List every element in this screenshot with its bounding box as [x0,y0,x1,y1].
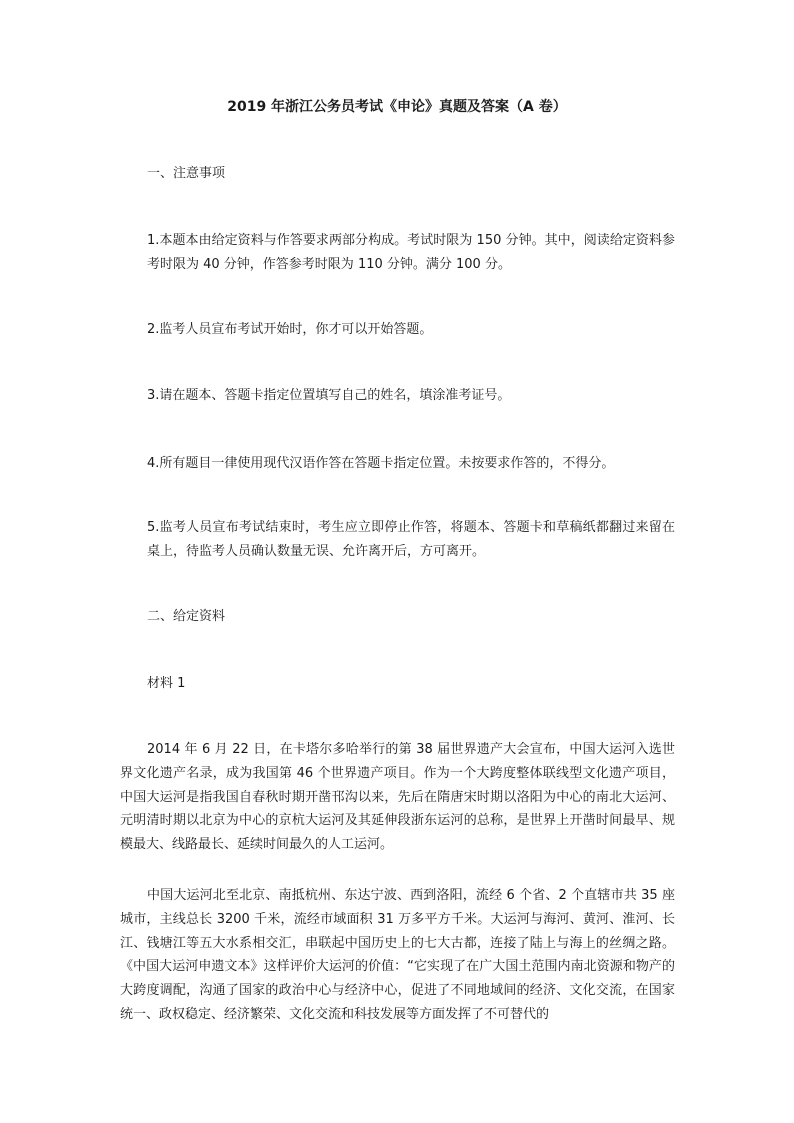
note-paragraph-4: 4.所有题目一律使用现代汉语作答在答题卡指定位置。未按要求作答的，不得分。 [147,456,615,471]
section-heading-materials: 二、给定资料 [147,609,226,624]
note-paragraph-5: 5.监考人员宣布考试结束时，考生应立即停止作答，将题本、答题卡和草稿纸都翻过来留在桌上，待监考人员确认数量无误、允许离开后，方可离开。 [147,520,675,559]
note-paragraph-2: 2.监考人员宣布考试开始时，你才可以开始答题。 [147,322,433,337]
document-title: 2019 年浙江公务员考试《申论》真题及答案（A 卷） [227,99,567,115]
note-paragraph-1: 1.本题本由给定资料与作答要求两部分构成。考试时限为 150 分钟。其中，阅读给定资料参考时限为 40 分钟，作答参考时限为 110 分钟。满分 100 分。 [147,233,675,272]
material-heading: 材料 1 [147,676,186,691]
section-heading-notes: 一、注意事项 [147,166,226,181]
note-paragraph-3: 3.请在题本、答题卡指定位置填写自己的姓名，填涂准考证号。 [147,388,511,403]
material-paragraph-1: 2014 年 6 月 22 日，在卡塔尔多哈举行的第 38 届世界遗产大会宣布，中国大运河入选世界文化遗产名录，成为我国第 46 个世界遗产项目。作为一个大跨度整体联线型文化遗产项目，中国大运河是指我国自春秋时期开凿邗沟以来，先后在隋唐宋时期以洛阳为中心的南北大运河、元明清时期以北京为中心的京杭大运河及其延伸段浙东运河的总称，是世界上开凿时间最早、规模最大、线路最长、延续时间最久的人工运河。 [120,742,675,853]
material-paragraph-2: 中国大运河北至北京、南抵杭州、东达宁波、西到洛阳，流经 6 个省、2 个直辖市共 35 座城市，主线总长 3200 千米，流经市域面积 31 万多平方千米。大运河与海河、黄河、淮河、长江、钱塘江等五大水系相交汇，串联起中国历史上的七大古都，连接了陆上与海上的丝绸之路。《中国大运河申遗文本》这样评价大运河的价值：“它实现了在广大国土范围内南北资源和物产的大跨度调配，沟通了国家的政治中心与经济中心，促进了不同地域间的经济、文化交流，在国家统一、政权稳定、经济繁荣、文化交流和科技发展等方面发挥了不可替代的 [120,888,675,1022]
